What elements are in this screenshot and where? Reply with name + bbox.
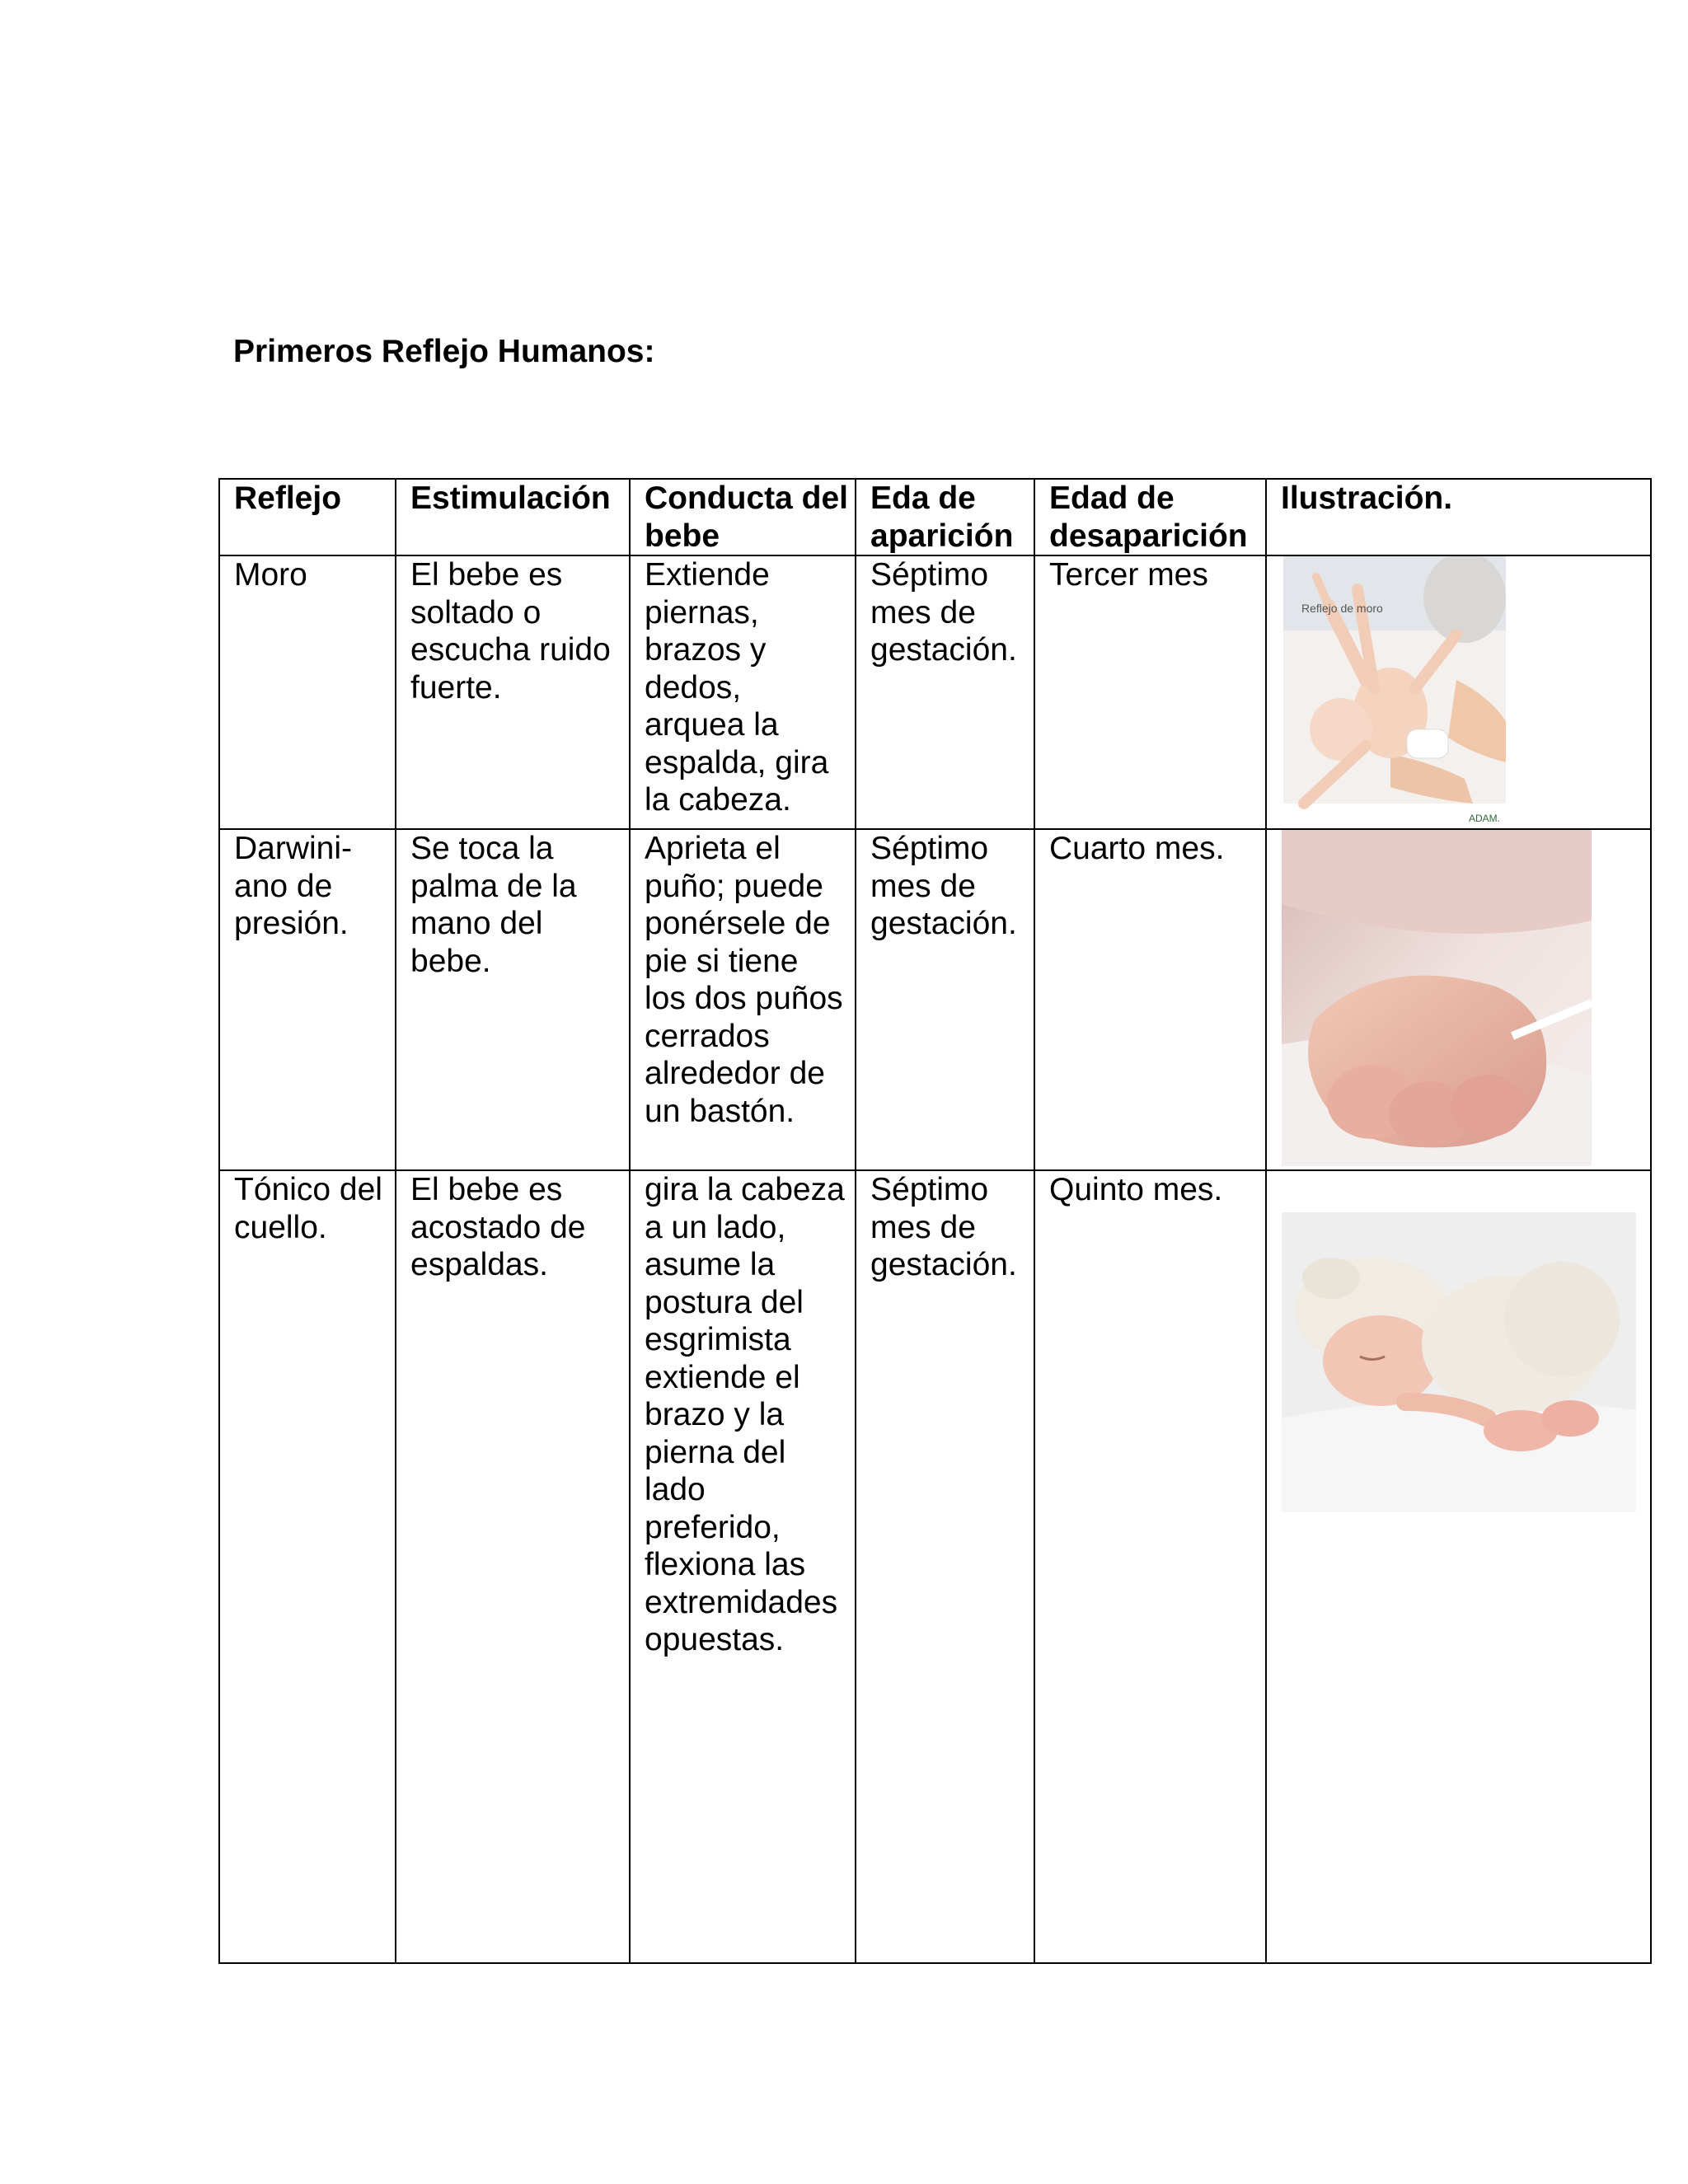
cell-conducta: Extiende piernas, brazos y dedos, arquea la espalda, gira la cabeza. [630, 555, 856, 829]
tonic-neck-illustration [1282, 1212, 1636, 1512]
table-header-row [219, 479, 1651, 555]
cell-estimulacion: Se toca la palma de la mano del bebe. [396, 829, 630, 1170]
cell-reflejo: Moro [219, 555, 396, 829]
cell-aparicion: Séptimo mes de gestación. [856, 555, 1034, 829]
header-estimulacion: Estimulación [396, 479, 630, 555]
cell-estimulacion: El bebe es soltado o escucha ruido fuerte. [396, 555, 630, 829]
cell-ilustracion [1266, 829, 1651, 1170]
header-aparicion: Eda de aparición [856, 479, 1034, 555]
table-row [219, 555, 1651, 829]
document-title: Primeros Reflejo Humanos: [233, 334, 655, 369]
header-reflejo: Reflejo [219, 479, 396, 555]
cell-aparicion: Séptimo mes de gestación. [856, 1170, 1034, 1963]
cell-desaparicion: Tercer mes [1034, 555, 1266, 829]
header-desaparicion: Edad de desaparición [1034, 479, 1266, 555]
header-conducta: Conducta del bebe [630, 479, 856, 555]
moro-image-credit: ADAM. [1469, 813, 1501, 824]
moro-reflex-illustration [1267, 556, 1514, 827]
reflex-table [218, 478, 1652, 1964]
cell-desaparicion: Cuarto mes. [1034, 829, 1266, 1170]
cell-desaparicion: Quinto mes. [1034, 1170, 1266, 1963]
cell-ilustracion [1266, 1170, 1651, 1963]
table-row [219, 1170, 1651, 1963]
palmar-grasp-illustration [1282, 830, 1592, 1166]
header-ilustracion: Ilustración. [1266, 479, 1651, 555]
table-row [219, 829, 1651, 1170]
cell-estimulacion: El bebe es acostado de espaldas. [396, 1170, 630, 1963]
cell-conducta: Aprieta el puño; puede ponérsele de pie si tiene los dos puños cerrados alrededor de un bastón. [630, 829, 856, 1170]
cell-conducta: gira la cabeza a un lado, asume la postura del esgrimista extiende el brazo y la pierna del lado preferido, flexiona las extremidades opuestas. [630, 1170, 856, 1963]
cell-reflejo: Tónico del cuello. [219, 1170, 396, 1963]
moro-image-label: Reflejo de moro [1301, 602, 1383, 615]
cell-aparicion: Séptimo mes de gestación. [856, 829, 1034, 1170]
cell-reflejo: Darwini-ano de presión. [219, 829, 396, 1170]
cell-ilustracion [1266, 555, 1651, 829]
